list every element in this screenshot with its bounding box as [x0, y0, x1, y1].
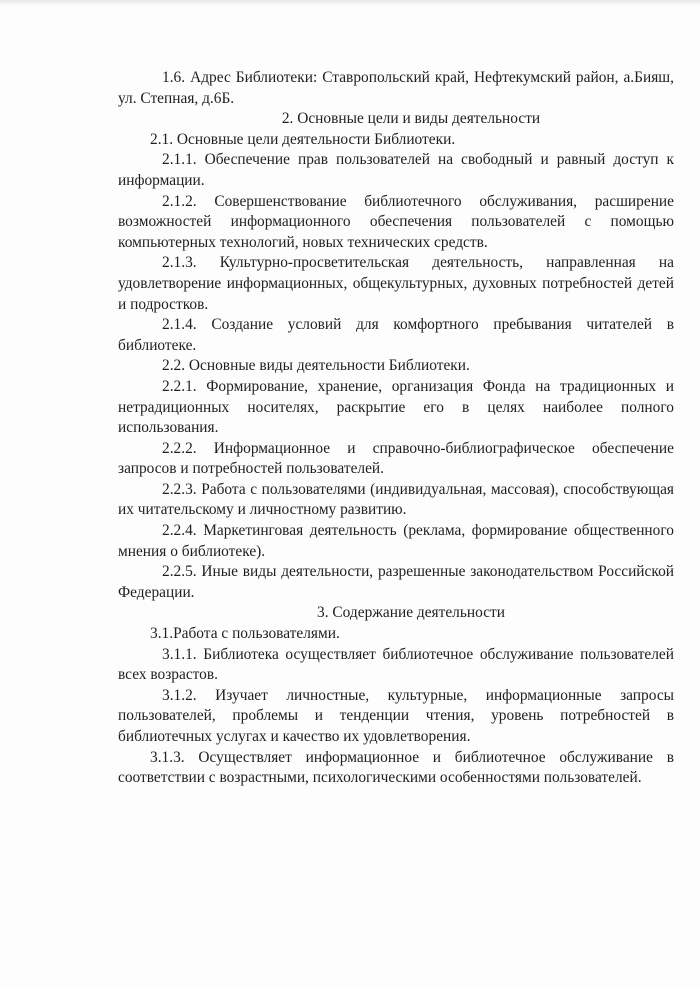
- paragraph-3-1-3: 3.1.3. Осуществляет информационное и библиотечное обслуживание в соответствии с возрастными, психологическими особенностями пользователей.: [118, 748, 674, 787]
- paragraph-2-2-2: 2.2.2. Информационное и справочно-библиографическое обеспечение запросов и потребностей пользователей.: [118, 439, 674, 478]
- section-3-heading: 3. Содержание деятельности: [317, 604, 505, 622]
- paragraph-2-2-5: 2.2.5. Иные виды деятельности, разрешенные законодательством Российской Федерации.: [118, 563, 674, 601]
- paragraph-2-2-1: 2.2.1. Формирование, хранение, организация Фонда на традиционных и нетрадиционных носителях, раскрытие его в целях наиболее полного использования.: [118, 377, 674, 437]
- paragraph-2-2-4: 2.2.4. Маркетинговая деятельность (реклама, формирование общественного мнения о библиотеке).: [118, 522, 674, 560]
- paragraph-2-1: 2.1. Основные цели деятельности Библиотеки.: [150, 130, 456, 148]
- paragraph-2-2-3: 2.2.3. Работа с пользователями (индивидуальная, массовая), способствующая их читательскому и личностному развитию.: [118, 480, 674, 519]
- document-body: [118, 68, 674, 789]
- section-2-heading: 2. Основные цели и виды деятельности: [281, 110, 541, 128]
- paragraph-3-1: 3.1.Работа с пользователями.: [150, 625, 340, 643]
- paragraph-2-1-1: 2.1.1. Обеспечение прав пользователей на свободный и равный доступ к информации.: [118, 151, 674, 189]
- paragraph-2-2: 2.2. Основные виды деятельности Библиотеки.: [162, 357, 470, 375]
- paragraph-2-1-4: 2.1.4. Создание условий для комфортного пребывания читателей в библиотеке.: [118, 316, 674, 354]
- paragraph-1-6: 1.6. Адрес Библиотеки: Ставропольский край, Нефтекумский район, а.Бияш, ул. Степная, д.6Б.: [118, 69, 674, 107]
- paragraph-2-1-2: 2.1.2. Совершенствование библиотечного обслуживания, расширение возможностей информационного обеспечения пользователей с помощью компьютерных технологий, новых технических средств.: [118, 192, 674, 251]
- paragraph-3-1-1: 3.1.1. Библиотека осуществляет библиотечное обслуживание пользователей всех возрастов.: [118, 645, 674, 684]
- paragraph-2-1-3: 2.1.3. Культурно-просветительская деятельность, направленная на удовлетворение информационных, общекультурных, духовных потребностей детей и подростков.: [118, 254, 674, 313]
- paragraph-3-1-2: 3.1.2. Изучает личностные, культурные, информационные запросы пользователей, проблемы и тенденции чтения, уровень потребностей в библиотечных услугах и качество их удовлетворения.: [118, 686, 674, 745]
